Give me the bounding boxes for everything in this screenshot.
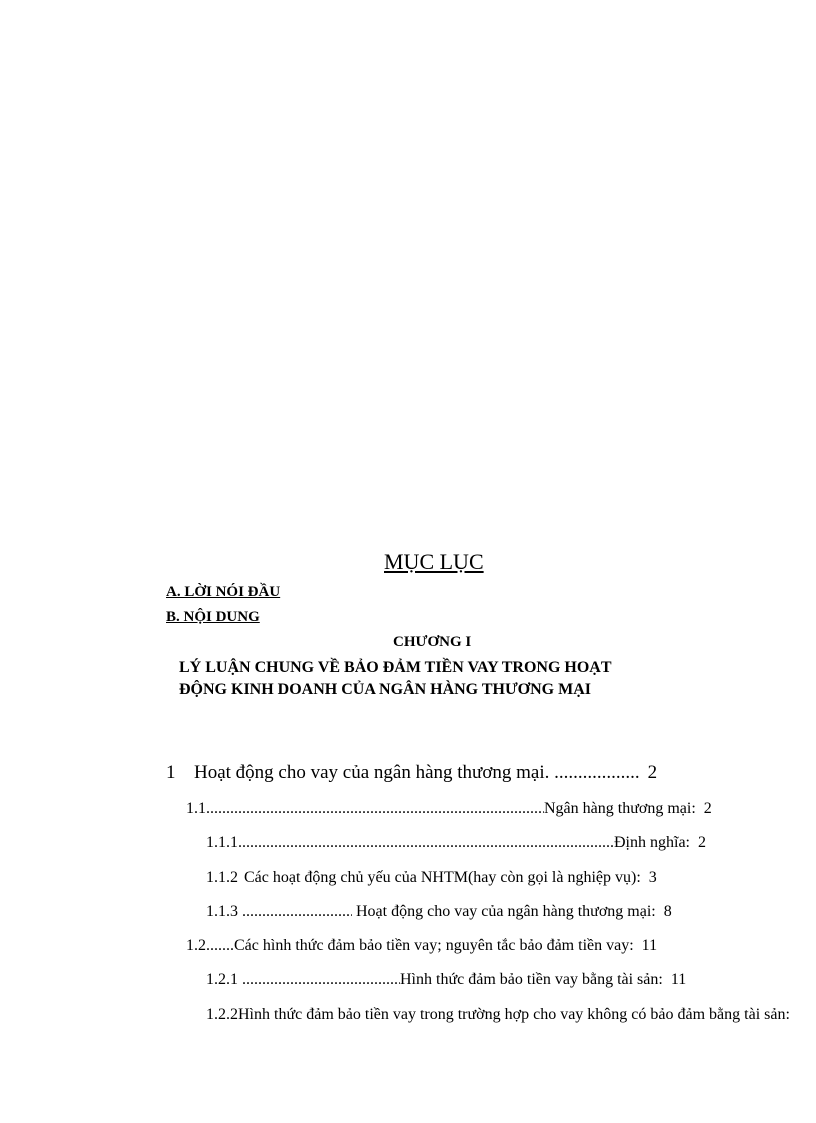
toc-entry-page: 11 — [641, 937, 658, 954]
toc-entry-text: Hoạt động cho vay của ngân hàng thương mại. .................. — [194, 762, 640, 783]
toc-title: MỤC LỤC — [384, 549, 484, 574]
toc-leader-dots — [242, 971, 400, 989]
section-a-heading: A. LỜI NÓI ĐẦU — [166, 584, 281, 600]
chapter-label: CHƯƠNG I — [393, 634, 472, 650]
toc-entry-text: Các hình thức đảm bảo tiền vay; nguyên tắc bảo đảm tiền vay: — [234, 937, 634, 954]
toc-entry-number: 1.1 — [186, 800, 206, 817]
chapter-title-line1: LÝ LUẬN CHUNG VỀ BẢO ĐẢM TIỀN VAY TRONG HOẠT — [179, 659, 612, 676]
toc-entry-page: 2 — [647, 762, 658, 783]
toc-entry-text: Các hoạt động chủ yếu của NHTM(hay còn gọi là nghiệp vụ): — [244, 869, 641, 886]
toc-entry[interactable] — [206, 1006, 798, 1024]
toc-entry-number: 1.2.2 — [206, 1006, 238, 1023]
toc-entry-text: Định nghĩa: — [614, 834, 690, 851]
toc-entry-number: 1.1.3 — [206, 903, 238, 920]
toc-entry[interactable] — [206, 834, 706, 852]
section-b-heading: B. NỘI DUNG — [166, 609, 260, 625]
toc-leader-dots — [206, 937, 234, 955]
toc-entry-page: 2 — [698, 834, 706, 851]
toc-entry-text: Hình thức đảm bảo tiền vay trong trường hợp cho vay không có bảo đảm bằng tài sản: — [238, 1006, 790, 1023]
toc-entry[interactable] — [166, 762, 657, 784]
toc-leader-dots — [238, 834, 614, 852]
toc-entry-page: 3 — [648, 869, 657, 886]
toc-leader-dots — [206, 800, 544, 818]
toc-entry[interactable] — [206, 971, 686, 989]
toc-entry-number: 1.2 — [186, 937, 206, 954]
toc-entry[interactable] — [186, 937, 657, 955]
toc-entry-page: 8 — [663, 903, 672, 920]
chapter-title-line2: ĐỘNG KINH DOANH CỦA NGÂN HÀNG THƯƠNG MẠI — [179, 681, 592, 698]
toc-entry-text: Hoạt động cho vay của ngân hàng thương mại: — [356, 903, 656, 920]
toc-entry[interactable] — [206, 869, 657, 887]
toc-entry-number: 1 — [166, 762, 176, 783]
toc-entry-number: 1.2.1 — [206, 971, 238, 988]
toc-entry-text: Ngân hàng thương mại: — [544, 800, 696, 817]
toc-entry-page: 2 — [703, 800, 712, 817]
toc-leader-dots — [242, 903, 352, 921]
toc-entry-page: 11 — [670, 971, 687, 988]
toc-entry-text: Hình thức đảm bảo tiền vay bằng tài sản: — [400, 971, 663, 988]
toc-entry-number: 1.1.1 — [206, 834, 238, 851]
toc-entry[interactable] — [186, 800, 712, 818]
toc-entry-number: 1.1.2 — [206, 869, 238, 886]
toc-entry[interactable] — [206, 903, 672, 921]
